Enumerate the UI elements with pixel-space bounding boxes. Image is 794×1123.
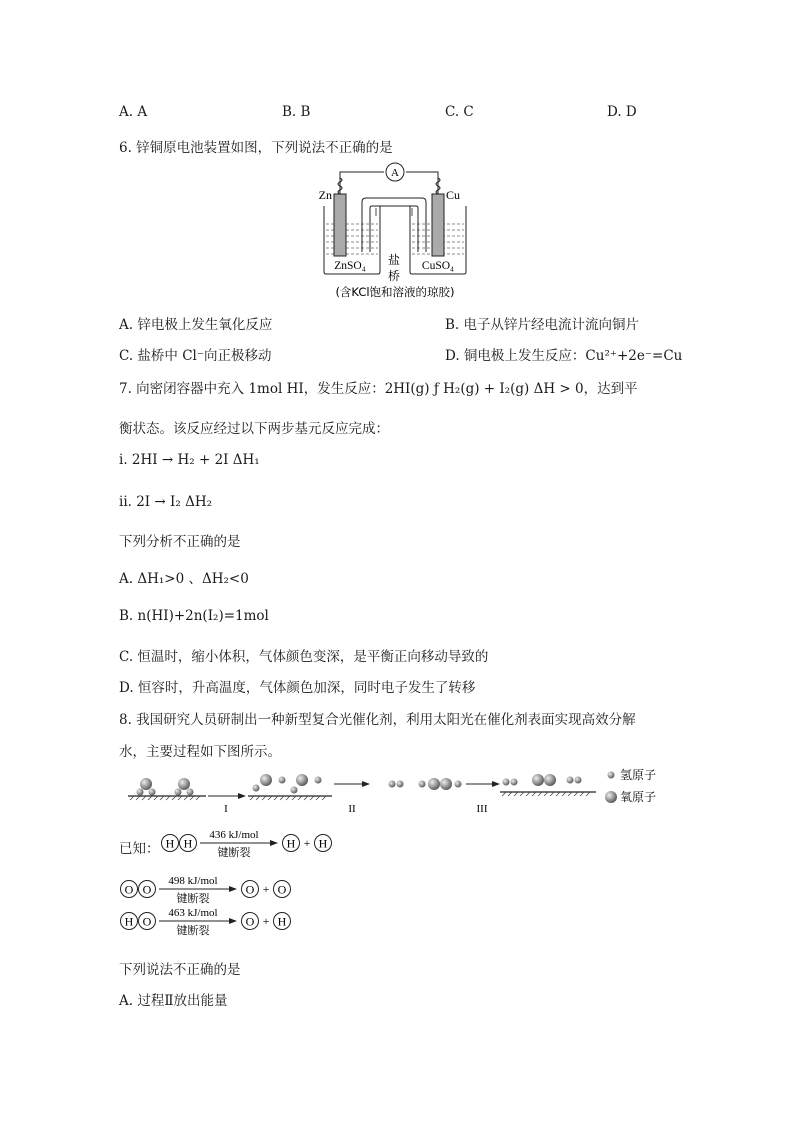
svg-text:O: O (124, 882, 134, 897)
q7-stem-line1: 7. 向密闭容器中充入 1mol HI，发生反应：2HI(g) ƒ H₂(g) + I₂(g) ΔH > 0，达到平 (119, 381, 638, 397)
svg-text:键断裂: 键断裂 (176, 924, 210, 937)
q6-option-d: D. 铜电极上发生反应：Cu²⁺+2e⁻=Cu (445, 348, 683, 364)
q7-question: 下列分析不正确的是 (119, 534, 241, 550)
hydrogen-atom-icon (608, 772, 615, 779)
svg-text:键断裂: 键断裂 (217, 846, 251, 859)
bond-oo (119, 872, 299, 906)
q6-option-b: B. 电子从锌片经电流计流向铜片 (445, 317, 640, 333)
q7-step-i: i. 2HI → H₂ + 2I ΔH₁ (119, 452, 260, 468)
q5-option-b: B. B (282, 104, 311, 120)
zn-label: Zn (318, 188, 332, 202)
q5-option-a: A. A (119, 104, 148, 120)
q7-option-c: C. 恒温时，缩小体积，气体颜色变深，是平衡正向移动导致的 (119, 649, 489, 665)
q7-option-d: D. 恒容时，升高温度，气体颜色加深，同时电子发生了转移 (119, 680, 476, 696)
svg-text:498 kJ/mol: 498 kJ/mol (168, 875, 218, 887)
svg-text:463 kJ/mol: 463 kJ/mol (168, 907, 218, 919)
legend-oxygen: 氧原子 (620, 790, 657, 804)
q7-option-b: B. n(HI)+2n(I₂)=1mol (119, 608, 269, 624)
svg-text:H: H (183, 836, 193, 851)
q8-option-a: A. 过程Ⅱ放出能量 (119, 993, 228, 1009)
salt-bridge-label-1: 盐 (387, 253, 401, 267)
q7-step-ii: ii. 2I → I₂ ΔH₂ (119, 494, 213, 510)
legend-hydrogen: 氢原子 (620, 768, 657, 782)
process-label-iii: III (476, 803, 488, 815)
q8-known-label: 已知： (119, 841, 160, 857)
bond-ho (119, 904, 299, 938)
q8-stem-line2: 水，主要过程如下图所示。 (119, 744, 281, 760)
figure-caption: (含KCl饱和溶液的琼胶) (335, 285, 455, 299)
q5-option-d: D. D (607, 104, 637, 120)
copper-electrode (432, 194, 444, 256)
svg-text:O: O (277, 882, 287, 897)
q6-option-c: C. 盐桥中 Cl⁻向正极移动 (119, 348, 272, 364)
q6-stem: 6. 锌铜原电池装置如图，下列说法不正确的是 (119, 140, 393, 156)
svg-text:H: H (286, 836, 296, 851)
right-solution-label: CuSO₄ (421, 260, 455, 272)
q8-question: 下列说法不正确的是 (119, 962, 241, 978)
ammeter-label: A (391, 167, 399, 179)
svg-text:O: O (142, 882, 152, 897)
q8-stem-line1: 8. 我国研究人员研制出一种新型复合光催化剂，利用太阳光在催化剂表面实现高效分解 (119, 712, 636, 728)
q7-stem-line2: 衡状态。该反应经过以下两步基元反应完成： (119, 421, 389, 437)
svg-text:O: O (245, 882, 255, 897)
svg-text:H: H (124, 914, 134, 929)
oxygen-atom-icon (605, 791, 617, 803)
left-solution-label: ZnSO₄ (334, 260, 366, 272)
zinc-electrode (334, 194, 346, 256)
water-splitting-process-figure (122, 766, 682, 818)
q6-option-a: A. 锌电极上发生氧化反应 (119, 317, 273, 333)
svg-text:O: O (142, 914, 152, 929)
svg-text:+: + (262, 914, 270, 928)
process-label-i: I (224, 803, 228, 815)
svg-text:键断裂: 键断裂 (176, 892, 210, 905)
svg-text:+: + (262, 882, 270, 896)
q5-option-c: C. C (445, 104, 474, 120)
svg-text:O: O (245, 914, 255, 929)
bond-hh (160, 826, 340, 860)
svg-text:H: H (277, 914, 287, 929)
svg-text:436 kJ/mol: 436 kJ/mol (209, 829, 259, 841)
salt-bridge-label-2: 桥 (387, 269, 401, 283)
galvanic-cell-figure (310, 156, 480, 304)
svg-text:H: H (165, 836, 175, 851)
cu-label: Cu (446, 188, 461, 202)
svg-text:+: + (303, 836, 311, 850)
process-label-ii: II (348, 803, 356, 815)
q7-option-a: A. ΔH₁>0 、ΔH₂<0 (119, 571, 249, 587)
svg-text:H: H (318, 836, 328, 851)
